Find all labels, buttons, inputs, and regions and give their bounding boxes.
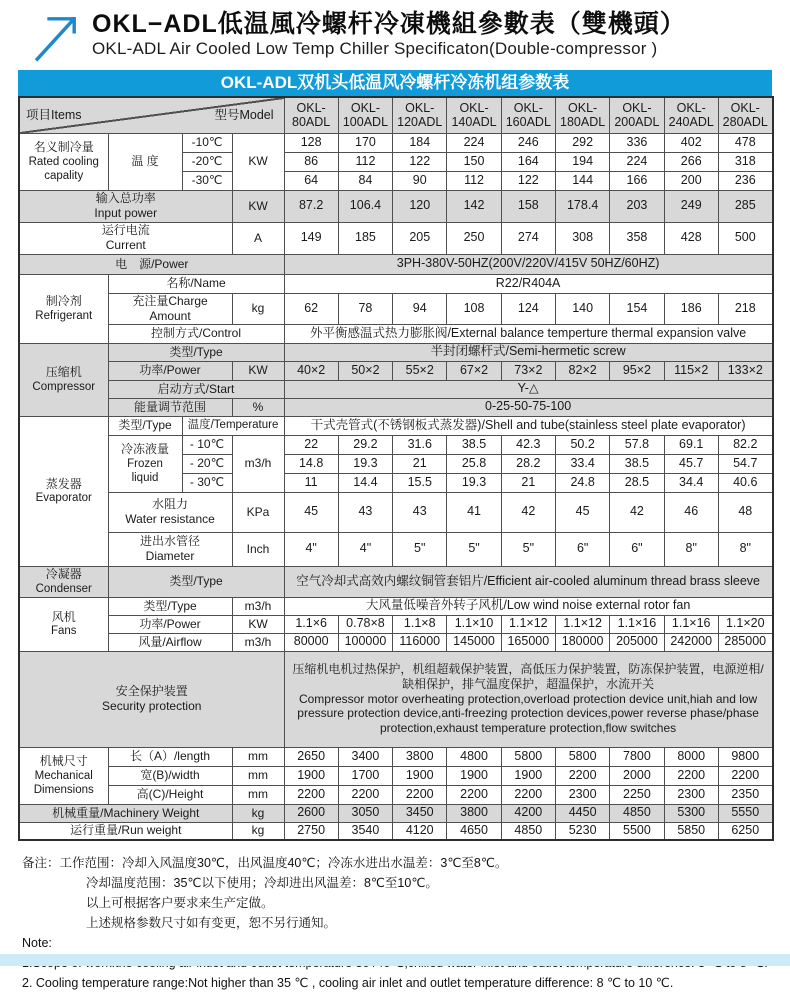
- fans-type-label: 类型/Type: [108, 597, 232, 615]
- value-cell: 1.1×12: [501, 615, 555, 633]
- temp-cell: - 20℃: [182, 454, 232, 473]
- value-cell: 1900: [501, 766, 555, 785]
- value-cell: 24.8: [555, 473, 609, 492]
- water-resistance-row: [19, 492, 773, 532]
- power-supply-row: [19, 254, 773, 274]
- corner-model-label: 型号Model: [214, 108, 274, 122]
- value-cell: 1900: [447, 766, 501, 785]
- input-power-row: [19, 190, 773, 222]
- value-cell: 154: [610, 293, 664, 324]
- value-cell: 194: [555, 152, 609, 171]
- value-cell: 165000: [501, 633, 555, 651]
- refrigerant-name-label: 名称/Name: [108, 274, 284, 293]
- value-cell: 4650: [447, 822, 501, 840]
- condenser-row: [19, 566, 773, 597]
- value-cell: 43: [393, 492, 447, 532]
- unit-cell: kg: [232, 822, 284, 840]
- model-header-cell: OKL- 280ADL: [718, 97, 772, 133]
- length-row: [19, 747, 773, 766]
- value-cell: 14.4: [338, 473, 392, 492]
- value-cell: 5800: [555, 747, 609, 766]
- value-cell: 166: [610, 171, 664, 190]
- value-cell: 5800: [501, 747, 555, 766]
- value-cell: 40.6: [718, 473, 772, 492]
- value-cell: 149: [284, 222, 338, 254]
- value-cell: 266: [664, 152, 718, 171]
- value-cell: 250: [447, 222, 501, 254]
- value-cell: 19.3: [338, 454, 392, 473]
- value-cell: 112: [338, 152, 392, 171]
- value-cell: 86: [284, 152, 338, 171]
- unit-cell: m3/h: [232, 633, 284, 651]
- value-cell: 5": [501, 532, 555, 566]
- value-cell: 500: [718, 222, 772, 254]
- value-cell: 4120: [393, 822, 447, 840]
- value-cell: 1.1×20: [718, 615, 772, 633]
- value-cell: 150: [447, 152, 501, 171]
- unit-cell: KW: [232, 615, 284, 633]
- value-cell: 224: [610, 152, 664, 171]
- value-cell: 5300: [664, 804, 718, 822]
- unit-cell: mm: [232, 747, 284, 766]
- value-cell: 22: [284, 435, 338, 454]
- control-value: 外平衡感温式热力膨胀阀/External balance temperture thermal expansion valve: [284, 324, 773, 343]
- value-cell: 200: [664, 171, 718, 190]
- value-cell: 84: [338, 171, 392, 190]
- bottom-strip: [0, 954, 790, 966]
- value-cell: 185: [338, 222, 392, 254]
- input-power-label: 输入总功率 Input power: [19, 190, 232, 222]
- value-cell: 8000: [664, 747, 718, 766]
- height-row: [19, 785, 773, 804]
- value-cell: 180000: [555, 633, 609, 651]
- value-cell: 2200: [555, 766, 609, 785]
- diameter-label: 进出水管径 Diameter: [108, 532, 232, 566]
- value-cell: 69.1: [664, 435, 718, 454]
- value-cell: 1.1×10: [447, 615, 501, 633]
- value-cell: 178.4: [555, 190, 609, 222]
- value-cell: 205000: [610, 633, 664, 651]
- unit-cell: KW: [232, 133, 284, 190]
- value-cell: 236: [718, 171, 772, 190]
- value-cell: 318: [718, 152, 772, 171]
- temp-cell: - 30℃: [182, 473, 232, 492]
- value-cell: 5": [393, 532, 447, 566]
- value-cell: 2200: [338, 785, 392, 804]
- value-cell: 246: [501, 133, 555, 152]
- note-line: 备注：工作范围：冷却入风温度30℃，出风温度40℃；冷冻水进出水温差：3℃至8℃。: [22, 856, 508, 870]
- height-label: 高(C)/Height: [108, 785, 232, 804]
- mechanical-group-label: 机械尺寸 Mechanical Dimensions: [19, 747, 108, 804]
- value-cell: 6250: [718, 822, 772, 840]
- value-cell: 42: [610, 492, 664, 532]
- value-cell: 46: [664, 492, 718, 532]
- value-cell: 5550: [718, 804, 772, 822]
- value-cell: 3400: [338, 747, 392, 766]
- value-cell: 205: [393, 222, 447, 254]
- control-label: 控制方式/Control: [108, 324, 284, 343]
- value-cell: 29.2: [338, 435, 392, 454]
- compressor-power-label: 功率/Power: [108, 361, 232, 380]
- value-cell: 64: [284, 171, 338, 190]
- model-header-cell: OKL- 140ADL: [447, 97, 501, 133]
- machinery-weight-label: 机械重量/Machinery Weight: [19, 804, 232, 822]
- value-cell: 73×2: [501, 361, 555, 380]
- value-cell: 2600: [284, 804, 338, 822]
- value-cell: 95×2: [610, 361, 664, 380]
- value-cell: 106.4: [338, 190, 392, 222]
- value-cell: 9800: [718, 747, 772, 766]
- unit-cell: m3/h: [232, 597, 284, 615]
- value-cell: 128: [284, 133, 338, 152]
- value-cell: 142: [447, 190, 501, 222]
- value-cell: 3450: [393, 804, 447, 822]
- frozen-label: 冷冻液量 Frozen liquid: [108, 435, 182, 492]
- value-cell: 1.1×16: [610, 615, 664, 633]
- page-header: [0, 0, 790, 70]
- value-cell: 4800: [447, 747, 501, 766]
- value-cell: 112: [447, 171, 501, 190]
- value-cell: 40×2: [284, 361, 338, 380]
- fans-group-label: 风机 Fans: [19, 597, 108, 651]
- value-cell: 80000: [284, 633, 338, 651]
- model-header-cell: OKL- 160ADL: [501, 97, 555, 133]
- compressor-power-row: [19, 361, 773, 380]
- value-cell: 54.7: [718, 454, 772, 473]
- notes-block: [22, 853, 790, 993]
- unit-cell: kg: [232, 804, 284, 822]
- unit-cell: KPa: [232, 492, 284, 532]
- value-cell: 1700: [338, 766, 392, 785]
- value-cell: 133×2: [718, 361, 772, 380]
- model-header-cell: OKL- 180ADL: [555, 97, 609, 133]
- value-cell: 2200: [718, 766, 772, 785]
- compressor-energy-row: [19, 398, 773, 416]
- value-cell: 144: [555, 171, 609, 190]
- value-cell: 478: [718, 133, 772, 152]
- unit-cell: Inch: [232, 532, 284, 566]
- value-cell: 4200: [501, 804, 555, 822]
- value-cell: 45: [555, 492, 609, 532]
- value-cell: 5500: [610, 822, 664, 840]
- diameter-row: [19, 532, 773, 566]
- value-cell: 1.1×8: [393, 615, 447, 633]
- value-cell: 2200: [393, 785, 447, 804]
- fans-airflow-row: [19, 633, 773, 651]
- value-cell: 249: [664, 190, 718, 222]
- power-supply-label: 电 源/Power: [19, 254, 284, 274]
- note-line: 2. Cooling temperature range:Not higher than 35 ℃ , cooling air inlet and outlet temperature difference: 8 ℃ to 10 ℃.: [22, 976, 674, 990]
- value-cell: 1.1×6: [284, 615, 338, 633]
- value-cell: 1900: [284, 766, 338, 785]
- value-cell: 3540: [338, 822, 392, 840]
- value-cell: 82.2: [718, 435, 772, 454]
- value-cell: 38.5: [610, 454, 664, 473]
- value-cell: 402: [664, 133, 718, 152]
- value-cell: 6": [555, 532, 609, 566]
- width-row: [19, 766, 773, 785]
- value-cell: 2200: [447, 785, 501, 804]
- fans-type-row: [19, 597, 773, 615]
- run-weight-label: 运行重量/Run weight: [19, 822, 232, 840]
- value-cell: 308: [555, 222, 609, 254]
- value-cell: 42: [501, 492, 555, 532]
- value-cell: 203: [610, 190, 664, 222]
- start-value: Y-△: [284, 380, 773, 398]
- value-cell: 1.1×16: [664, 615, 718, 633]
- value-cell: 33.4: [555, 454, 609, 473]
- value-cell: 21: [393, 454, 447, 473]
- compressor-type-label: 类型/Type: [108, 343, 284, 361]
- temp-cell: -30℃: [182, 171, 232, 190]
- spec-table: [18, 96, 774, 841]
- value-cell: 285000: [718, 633, 772, 651]
- value-cell: 87.2: [284, 190, 338, 222]
- value-cell: 57.8: [610, 435, 664, 454]
- value-cell: 108: [447, 293, 501, 324]
- condenser-group-label: 冷凝器 Condenser: [19, 566, 108, 597]
- value-cell: 145000: [447, 633, 501, 651]
- value-cell: 1900: [393, 766, 447, 785]
- value-cell: 2650: [284, 747, 338, 766]
- note-line: 以上可根据客户要求来生产定做。: [86, 896, 274, 910]
- value-cell: 28.5: [610, 473, 664, 492]
- energy-label: 能量调节范围: [108, 398, 232, 416]
- value-cell: 292: [555, 133, 609, 152]
- cooling-row-minus10: [19, 133, 773, 152]
- value-cell: 184: [393, 133, 447, 152]
- value-cell: 45: [284, 492, 338, 532]
- frozen-row-minus10: [19, 435, 773, 454]
- table-header-row: [19, 97, 773, 133]
- value-cell: 42.3: [501, 435, 555, 454]
- evaporator-group-label: 蒸发器 Evaporator: [19, 416, 108, 566]
- value-cell: 31.6: [393, 435, 447, 454]
- value-cell: 28.2: [501, 454, 555, 473]
- arrow-logo-icon: [30, 10, 82, 64]
- value-cell: 2200: [664, 766, 718, 785]
- corner-cell: [19, 97, 284, 133]
- temp-cell: -10℃: [182, 133, 232, 152]
- evaporator-temp-label: 温度/Temperature: [182, 416, 284, 435]
- value-cell: 90: [393, 171, 447, 190]
- value-cell: 2300: [555, 785, 609, 804]
- model-header-cell: OKL- 200ADL: [610, 97, 664, 133]
- compressor-type-row: [19, 343, 773, 361]
- unit-cell: mm: [232, 766, 284, 785]
- value-cell: 5230: [555, 822, 609, 840]
- value-cell: 50×2: [338, 361, 392, 380]
- refrigerant-name-row: [19, 274, 773, 293]
- refrigerant-group-label: 制冷剂 Refrigerant: [19, 274, 108, 343]
- resistance-label: 水阻力 Water resistance: [108, 492, 232, 532]
- note-line: Note:: [22, 936, 52, 950]
- value-cell: 158: [501, 190, 555, 222]
- value-cell: 2200: [284, 785, 338, 804]
- value-cell: 94: [393, 293, 447, 324]
- table-banner: OKL-ADL双机头低温风冷螺杆冷冻机组参数表: [18, 70, 772, 96]
- compressor-type-value: 半封闭螺杆式/Semi-hermetic screw: [284, 343, 773, 361]
- value-cell: 116000: [393, 633, 447, 651]
- unit-cell: %: [232, 398, 284, 416]
- page-title-zh: OKL−ADL低温風冷螺杆冷凍機組參數表（雙機頭）: [92, 10, 686, 38]
- value-cell: 5": [447, 532, 501, 566]
- value-cell: 78: [338, 293, 392, 324]
- run-weight-row: [19, 822, 773, 840]
- value-cell: 50.2: [555, 435, 609, 454]
- current-label: 运行电流 Current: [19, 222, 232, 254]
- machinery-weight-row: [19, 804, 773, 822]
- condenser-type-label: 类型/Type: [108, 566, 284, 597]
- value-cell: 62: [284, 293, 338, 324]
- unit-cell: KW: [232, 361, 284, 380]
- value-cell: 3050: [338, 804, 392, 822]
- airflow-label: 风量/Airflow: [108, 633, 232, 651]
- value-cell: 0.78×8: [338, 615, 392, 633]
- value-cell: 186: [664, 293, 718, 324]
- security-label: 安全保护装置 Security protection: [19, 651, 284, 747]
- model-header-cell: OKL- 80ADL: [284, 97, 338, 133]
- value-cell: 19.3: [447, 473, 501, 492]
- value-cell: 140: [555, 293, 609, 324]
- value-cell: 164: [501, 152, 555, 171]
- value-cell: 7800: [610, 747, 664, 766]
- refrigerant-name-value: R22/R404A: [284, 274, 773, 293]
- value-cell: 15.5: [393, 473, 447, 492]
- temp-cell: -20℃: [182, 152, 232, 171]
- start-label: 启动方式/Start: [108, 380, 284, 398]
- compressor-start-row: [19, 380, 773, 398]
- value-cell: 82×2: [555, 361, 609, 380]
- value-cell: 2350: [718, 785, 772, 804]
- temp-cell: - 10℃: [182, 435, 232, 454]
- value-cell: 2250: [610, 785, 664, 804]
- value-cell: 21: [501, 473, 555, 492]
- value-cell: 4450: [555, 804, 609, 822]
- value-cell: 285: [718, 190, 772, 222]
- cooling-temp-label: 温 度: [108, 133, 182, 190]
- evaporator-type-value: 干式壳管式(不锈钢板式蒸发器)/Shell and tube(stainless steel plate evaporator): [284, 416, 773, 435]
- length-label: 长（A）/length: [108, 747, 232, 766]
- value-cell: 274: [501, 222, 555, 254]
- value-cell: 5850: [664, 822, 718, 840]
- value-cell: 4": [284, 532, 338, 566]
- security-text: 压缩机电机过热保护，机组超载保护装置，高低压力保护装置，防冻保护装置，电源逆相/缺相保护，排气温度保护，超温保护，水流开关 Compressor motor overheating protection,overload protection device unit,hiah and low pressure protection device,anti-freezing protection devices,power reverse phase/phase protection,exhaust temperature protection,flow switches: [284, 651, 773, 747]
- value-cell: 67×2: [447, 361, 501, 380]
- value-cell: 34.4: [664, 473, 718, 492]
- evaporator-type-label: 类型/Type: [108, 416, 182, 435]
- current-row: [19, 222, 773, 254]
- value-cell: 38.5: [447, 435, 501, 454]
- value-cell: 170: [338, 133, 392, 152]
- value-cell: 124: [501, 293, 555, 324]
- value-cell: 41: [447, 492, 501, 532]
- model-header-cell: OKL- 240ADL: [664, 97, 718, 133]
- fans-type-value: 大风量低噪音外转子风机/Low wind noise external rotor fan: [284, 597, 773, 615]
- model-header-cell: OKL- 100ADL: [338, 97, 392, 133]
- unit-cell: A: [232, 222, 284, 254]
- energy-value: 0-25-50-75-100: [284, 398, 773, 416]
- corner-items-label: 项目Items: [26, 108, 82, 122]
- value-cell: 14.8: [284, 454, 338, 473]
- value-cell: 6": [610, 532, 664, 566]
- value-cell: 3800: [447, 804, 501, 822]
- value-cell: 120: [393, 190, 447, 222]
- evaporator-type-row: [19, 416, 773, 435]
- cooling-group-label: 名义制冷量 Rated cooling capality: [19, 133, 108, 190]
- charge-label: 充注量Charge Amount: [108, 293, 232, 324]
- value-cell: 1.1×12: [555, 615, 609, 633]
- page-title-en: OKL-ADL Air Cooled Low Temp Chiller Specificaton(Double-compressor ): [92, 38, 658, 58]
- value-cell: 428: [664, 222, 718, 254]
- value-cell: 45.7: [664, 454, 718, 473]
- value-cell: 3800: [393, 747, 447, 766]
- value-cell: 100000: [338, 633, 392, 651]
- refrigerant-control-row: [19, 324, 773, 343]
- unit-cell: kg: [232, 293, 284, 324]
- unit-cell: mm: [232, 785, 284, 804]
- value-cell: 122: [501, 171, 555, 190]
- value-cell: 8": [664, 532, 718, 566]
- value-cell: 122: [393, 152, 447, 171]
- note-line: 冷却温度范围：35℃以下使用；冷却进出风温差：8℃至10℃。: [86, 876, 438, 890]
- value-cell: 4850: [501, 822, 555, 840]
- value-cell: 2200: [501, 785, 555, 804]
- value-cell: 8": [718, 532, 772, 566]
- fans-power-row: [19, 615, 773, 633]
- value-cell: 224: [447, 133, 501, 152]
- fans-power-label: 功率/Power: [108, 615, 232, 633]
- compressor-group-label: 压缩机 Compressor: [19, 343, 108, 416]
- value-cell: 4": [338, 532, 392, 566]
- value-cell: 358: [610, 222, 664, 254]
- value-cell: 2750: [284, 822, 338, 840]
- model-header-cell: OKL- 120ADL: [393, 97, 447, 133]
- condenser-value: 空气冷却式高效内螺纹铜管套铝片/Efficient air-cooled aluminum thread brass sleeve: [284, 566, 773, 597]
- refrigerant-charge-row: [19, 293, 773, 324]
- value-cell: 218: [718, 293, 772, 324]
- value-cell: 2300: [664, 785, 718, 804]
- value-cell: 43: [338, 492, 392, 532]
- value-cell: 2000: [610, 766, 664, 785]
- value-cell: 115×2: [664, 361, 718, 380]
- value-cell: 55×2: [393, 361, 447, 380]
- value-cell: 336: [610, 133, 664, 152]
- power-supply-value: 3PH-380V-50HZ(200V/220V/415V 50HZ/60HZ): [284, 254, 773, 274]
- value-cell: 25.8: [447, 454, 501, 473]
- value-cell: 11: [284, 473, 338, 492]
- unit-cell: KW: [232, 190, 284, 222]
- value-cell: 242000: [664, 633, 718, 651]
- value-cell: 4850: [610, 804, 664, 822]
- value-cell: 48: [718, 492, 772, 532]
- unit-cell: m3/h: [232, 435, 284, 492]
- note-line: 上述规格参数尺寸如有变更，恕不另行通知。: [86, 916, 337, 930]
- security-row: [19, 651, 773, 747]
- width-label: 宽(B)/width: [108, 766, 232, 785]
